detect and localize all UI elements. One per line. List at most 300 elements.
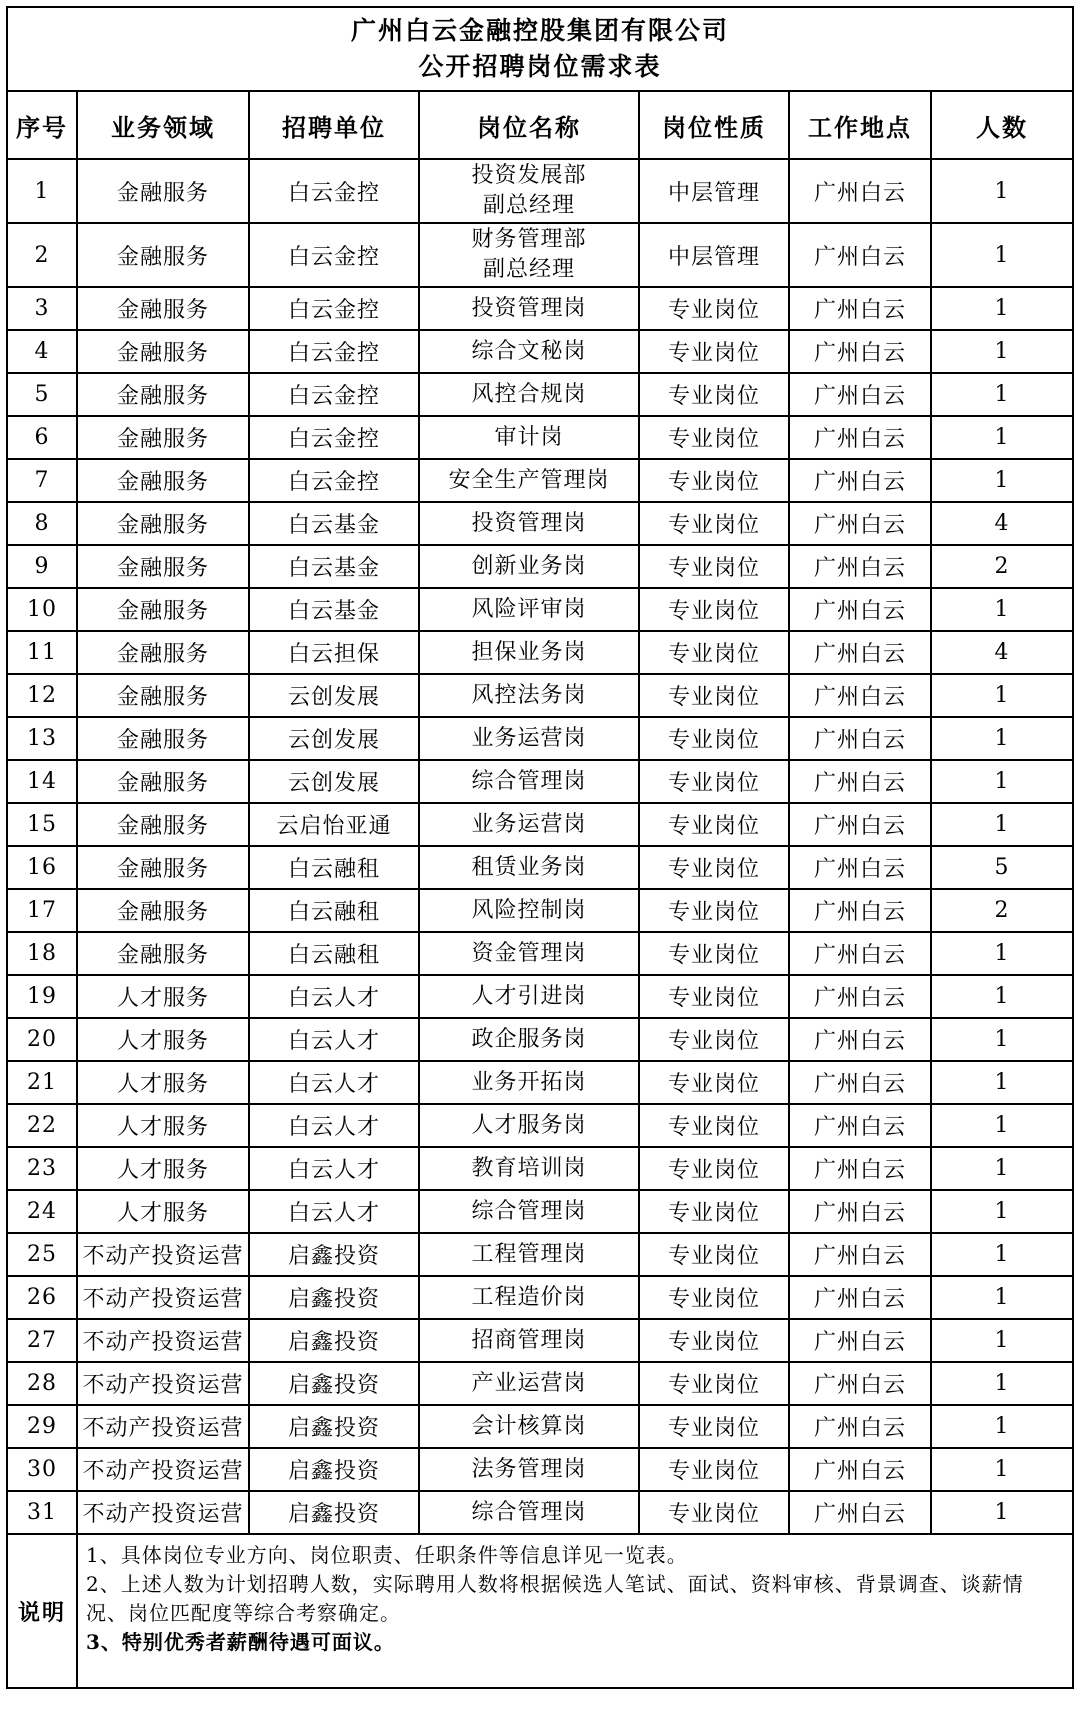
cell-unit: 白云担保 (249, 631, 419, 674)
notes-label: 说明 (7, 1534, 77, 1688)
cell-unit: 启鑫投资 (249, 1276, 419, 1319)
cell-position (419, 1448, 639, 1491)
cell-unit: 启鑫投资 (249, 1491, 419, 1534)
cell-position (419, 975, 639, 1018)
note-item: 2、上述人数为计划招聘人数，实际聘用人数将根据候选人笔试、面试、资料审核、背景调查、谈薪情况、岗位匹配度等综合考察确定。 (86, 1572, 1024, 1625)
cell-count: 1 (931, 588, 1073, 631)
cell-no: 5 (7, 373, 77, 416)
cell-count: 2 (931, 889, 1073, 932)
cell-count: 1 (931, 1405, 1073, 1448)
cell-location: 广州白云 (789, 287, 931, 330)
notes-content (77, 1534, 1073, 1688)
cell-position (419, 889, 639, 932)
table-title (7, 7, 1073, 91)
table-row (7, 1276, 1073, 1319)
cell-field: 不动产投资运营 (77, 1491, 249, 1534)
position-line: 风控合规岗 (471, 381, 587, 407)
table-row (7, 545, 1073, 588)
cell-position (419, 1104, 639, 1147)
cell-type: 专业岗位 (639, 416, 789, 459)
position-line: 法务管理岗 (471, 1456, 587, 1482)
cell-field: 不动产投资运营 (77, 1448, 249, 1491)
column-header-field: 业务领域 (77, 91, 249, 159)
cell-count: 1 (931, 717, 1073, 760)
cell-location: 广州白云 (789, 1018, 931, 1061)
cell-position (419, 1319, 639, 1362)
position-line: 副总经理 (482, 257, 575, 282)
cell-no: 18 (7, 932, 77, 975)
cell-count: 1 (931, 459, 1073, 502)
cell-location: 广州白云 (789, 1233, 931, 1276)
cell-type: 中层管理 (639, 159, 789, 223)
cell-type: 专业岗位 (639, 803, 789, 846)
cell-position (419, 1276, 639, 1319)
cell-position (419, 1233, 639, 1276)
cell-field: 人才服务 (77, 1061, 249, 1104)
cell-no: 27 (7, 1319, 77, 1362)
note-item: 3、特别优秀者薪酬待遇可面议。 (86, 1630, 395, 1654)
table-row (7, 502, 1073, 545)
cell-position (419, 159, 639, 223)
cell-count: 1 (931, 223, 1073, 287)
position-line: 工程管理岗 (471, 1241, 587, 1267)
cell-no: 22 (7, 1104, 77, 1147)
cell-no: 11 (7, 631, 77, 674)
table-row (7, 223, 1073, 287)
cell-field: 人才服务 (77, 975, 249, 1018)
cell-field: 金融服务 (77, 330, 249, 373)
cell-field: 金融服务 (77, 373, 249, 416)
table-row (7, 1405, 1073, 1448)
position-line: 综合文秘岗 (471, 338, 587, 364)
cell-count: 1 (931, 674, 1073, 717)
cell-type: 专业岗位 (639, 1491, 789, 1534)
cell-field: 金融服务 (77, 287, 249, 330)
cell-position (419, 631, 639, 674)
cell-type: 专业岗位 (639, 330, 789, 373)
cell-count: 1 (931, 1190, 1073, 1233)
cell-type: 专业岗位 (639, 975, 789, 1018)
column-header-location: 工作地点 (789, 91, 931, 159)
cell-type: 专业岗位 (639, 502, 789, 545)
column-header-row (7, 91, 1073, 159)
cell-location: 广州白云 (789, 416, 931, 459)
cell-location: 广州白云 (789, 932, 931, 975)
cell-field: 人才服务 (77, 1018, 249, 1061)
position-line: 业务运营岗 (471, 811, 587, 837)
position-line: 综合管理岗 (471, 768, 587, 794)
cell-position (419, 330, 639, 373)
cell-count: 1 (931, 932, 1073, 975)
cell-no: 12 (7, 674, 77, 717)
column-header-type: 岗位性质 (639, 91, 789, 159)
table-row (7, 1018, 1073, 1061)
cell-position (419, 1491, 639, 1534)
cell-type: 专业岗位 (639, 1362, 789, 1405)
cell-unit: 启鑫投资 (249, 1362, 419, 1405)
cell-position (419, 674, 639, 717)
cell-position (419, 223, 639, 287)
table-row (7, 159, 1073, 223)
cell-field: 金融服务 (77, 459, 249, 502)
table-row (7, 1491, 1073, 1534)
position-line: 综合管理岗 (471, 1499, 587, 1525)
cell-count: 4 (931, 631, 1073, 674)
position-line: 风险控制岗 (471, 897, 587, 923)
cell-unit: 云创发展 (249, 760, 419, 803)
cell-count: 4 (931, 502, 1073, 545)
table-row (7, 803, 1073, 846)
cell-location: 广州白云 (789, 1448, 931, 1491)
cell-field: 不动产投资运营 (77, 1233, 249, 1276)
cell-unit: 白云人才 (249, 1190, 419, 1233)
cell-no: 1 (7, 159, 77, 223)
cell-unit: 白云金控 (249, 416, 419, 459)
cell-count: 1 (931, 1491, 1073, 1534)
recruitment-table (6, 6, 1074, 1689)
cell-type: 专业岗位 (639, 1104, 789, 1147)
position-line: 投资管理岗 (471, 295, 587, 321)
cell-count: 1 (931, 1362, 1073, 1405)
cell-unit: 云创发展 (249, 717, 419, 760)
cell-position (419, 545, 639, 588)
position-line: 人才引进岗 (471, 983, 587, 1009)
cell-unit: 启鑫投资 (249, 1405, 419, 1448)
cell-location: 广州白云 (789, 373, 931, 416)
cell-count: 1 (931, 159, 1073, 223)
cell-location: 广州白云 (789, 889, 931, 932)
cell-position (419, 717, 639, 760)
cell-field: 金融服务 (77, 846, 249, 889)
position-line: 教育培训岗 (471, 1155, 587, 1181)
cell-type: 中层管理 (639, 223, 789, 287)
cell-position (419, 373, 639, 416)
cell-field: 金融服务 (77, 416, 249, 459)
cell-position (419, 1147, 639, 1190)
cell-field: 金融服务 (77, 159, 249, 223)
cell-no: 9 (7, 545, 77, 588)
cell-position (419, 416, 639, 459)
cell-position (419, 760, 639, 803)
table-row (7, 717, 1073, 760)
cell-type: 专业岗位 (639, 373, 789, 416)
cell-position (419, 1190, 639, 1233)
cell-field: 金融服务 (77, 588, 249, 631)
cell-no: 17 (7, 889, 77, 932)
position-line: 招商管理岗 (471, 1327, 587, 1353)
cell-count: 1 (931, 803, 1073, 846)
cell-position (419, 1362, 639, 1405)
table-row (7, 1362, 1073, 1405)
cell-no: 26 (7, 1276, 77, 1319)
cell-unit: 白云人才 (249, 1104, 419, 1147)
table-row (7, 416, 1073, 459)
cell-field: 金融服务 (77, 803, 249, 846)
table-row (7, 330, 1073, 373)
cell-type: 专业岗位 (639, 846, 789, 889)
cell-no: 24 (7, 1190, 77, 1233)
cell-field: 金融服务 (77, 889, 249, 932)
cell-position (419, 1061, 639, 1104)
table-row (7, 373, 1073, 416)
cell-location: 广州白云 (789, 1491, 931, 1534)
title-subtitle: 公开招聘岗位需求表 (418, 52, 662, 81)
cell-no: 31 (7, 1491, 77, 1534)
table-row (7, 760, 1073, 803)
table-row (7, 588, 1073, 631)
table-row (7, 1319, 1073, 1362)
cell-position (419, 803, 639, 846)
cell-type: 专业岗位 (639, 1405, 789, 1448)
cell-location: 广州白云 (789, 1190, 931, 1233)
position-line: 工程造价岗 (471, 1284, 587, 1310)
cell-unit: 白云金控 (249, 287, 419, 330)
cell-no: 16 (7, 846, 77, 889)
cell-field: 不动产投资运营 (77, 1276, 249, 1319)
position-line: 安全生产管理岗 (448, 467, 610, 493)
cell-unit: 白云人才 (249, 1061, 419, 1104)
position-line: 财务管理部 (471, 227, 587, 252)
note-item: 1、具体岗位专业方向、岗位职责、任职条件等信息详见一览表。 (86, 1543, 688, 1567)
cell-unit: 白云金控 (249, 459, 419, 502)
cell-unit: 白云金控 (249, 223, 419, 287)
cell-unit: 启鑫投资 (249, 1233, 419, 1276)
cell-no: 19 (7, 975, 77, 1018)
cell-unit: 启鑫投资 (249, 1448, 419, 1491)
cell-type: 专业岗位 (639, 760, 789, 803)
position-line: 风控法务岗 (471, 682, 587, 708)
cell-no: 8 (7, 502, 77, 545)
cell-field: 不动产投资运营 (77, 1405, 249, 1448)
column-header-no: 序号 (7, 91, 77, 159)
cell-location: 广州白云 (789, 545, 931, 588)
cell-count: 1 (931, 1061, 1073, 1104)
column-header-position: 岗位名称 (419, 91, 639, 159)
cell-count: 1 (931, 1147, 1073, 1190)
cell-field: 金融服务 (77, 502, 249, 545)
cell-no: 23 (7, 1147, 77, 1190)
table-row (7, 674, 1073, 717)
cell-no: 20 (7, 1018, 77, 1061)
cell-location: 广州白云 (789, 330, 931, 373)
cell-no: 13 (7, 717, 77, 760)
cell-location: 广州白云 (789, 502, 931, 545)
cell-count: 1 (931, 330, 1073, 373)
cell-type: 专业岗位 (639, 674, 789, 717)
cell-position (419, 846, 639, 889)
table-row (7, 459, 1073, 502)
cell-type: 专业岗位 (639, 1147, 789, 1190)
cell-count: 1 (931, 1448, 1073, 1491)
cell-count: 1 (931, 760, 1073, 803)
cell-position (419, 588, 639, 631)
cell-position (419, 459, 639, 502)
cell-type: 专业岗位 (639, 1276, 789, 1319)
cell-unit: 白云基金 (249, 545, 419, 588)
cell-count: 2 (931, 545, 1073, 588)
table-row (7, 889, 1073, 932)
position-line: 会计核算岗 (471, 1413, 587, 1439)
cell-location: 广州白云 (789, 1061, 931, 1104)
cell-type: 专业岗位 (639, 1233, 789, 1276)
table-row (7, 932, 1073, 975)
position-line: 业务运营岗 (471, 725, 587, 751)
cell-unit: 启鑫投资 (249, 1319, 419, 1362)
cell-no: 2 (7, 223, 77, 287)
cell-location: 广州白云 (789, 1104, 931, 1147)
cell-type: 专业岗位 (639, 588, 789, 631)
position-line: 产业运营岗 (471, 1370, 587, 1396)
cell-count: 1 (931, 1233, 1073, 1276)
position-line: 审计岗 (494, 424, 564, 450)
position-line: 政企服务岗 (471, 1026, 587, 1052)
cell-unit: 白云融租 (249, 889, 419, 932)
cell-location: 广州白云 (789, 159, 931, 223)
cell-no: 29 (7, 1405, 77, 1448)
cell-location: 广州白云 (789, 846, 931, 889)
position-line: 租赁业务岗 (471, 854, 587, 880)
table-row (7, 846, 1073, 889)
cell-unit: 云启怡亚通 (249, 803, 419, 846)
cell-field: 金融服务 (77, 674, 249, 717)
cell-unit: 白云金控 (249, 159, 419, 223)
notes-row (7, 1534, 1073, 1688)
cell-no: 3 (7, 287, 77, 330)
cell-type: 专业岗位 (639, 287, 789, 330)
cell-no: 4 (7, 330, 77, 373)
cell-no: 7 (7, 459, 77, 502)
cell-count: 1 (931, 1276, 1073, 1319)
cell-type: 专业岗位 (639, 1190, 789, 1233)
cell-count: 5 (931, 846, 1073, 889)
table-row (7, 1104, 1073, 1147)
position-line: 人才服务岗 (471, 1112, 587, 1138)
cell-field: 金融服务 (77, 545, 249, 588)
cell-type: 专业岗位 (639, 1448, 789, 1491)
cell-location: 广州白云 (789, 803, 931, 846)
cell-field: 金融服务 (77, 223, 249, 287)
position-line: 业务开拓岗 (471, 1069, 587, 1095)
cell-count: 1 (931, 1018, 1073, 1061)
cell-count: 1 (931, 287, 1073, 330)
cell-unit: 白云融租 (249, 846, 419, 889)
cell-type: 专业岗位 (639, 1018, 789, 1061)
cell-position (419, 287, 639, 330)
cell-position (419, 502, 639, 545)
column-header-count: 人数 (931, 91, 1073, 159)
cell-location: 广州白云 (789, 1319, 931, 1362)
cell-type: 专业岗位 (639, 889, 789, 932)
cell-location: 广州白云 (789, 588, 931, 631)
cell-position (419, 1018, 639, 1061)
cell-unit: 白云人才 (249, 975, 419, 1018)
cell-location: 广州白云 (789, 1147, 931, 1190)
cell-type: 专业岗位 (639, 717, 789, 760)
position-line: 投资发展部 (471, 163, 587, 188)
cell-no: 25 (7, 1233, 77, 1276)
cell-type: 专业岗位 (639, 459, 789, 502)
position-line: 创新业务岗 (471, 553, 587, 579)
cell-position (419, 932, 639, 975)
cell-field: 金融服务 (77, 717, 249, 760)
cell-no: 28 (7, 1362, 77, 1405)
cell-position (419, 1405, 639, 1448)
recruitment-sheet (6, 6, 1072, 1708)
cell-location: 广州白云 (789, 1362, 931, 1405)
table-row (7, 1233, 1073, 1276)
cell-no: 14 (7, 760, 77, 803)
cell-field: 不动产投资运营 (77, 1319, 249, 1362)
cell-type: 专业岗位 (639, 631, 789, 674)
cell-field: 不动产投资运营 (77, 1362, 249, 1405)
cell-location: 广州白云 (789, 1276, 931, 1319)
cell-no: 10 (7, 588, 77, 631)
cell-unit: 白云金控 (249, 330, 419, 373)
cell-count: 1 (931, 975, 1073, 1018)
cell-location: 广州白云 (789, 459, 931, 502)
cell-field: 金融服务 (77, 631, 249, 674)
table-row (7, 975, 1073, 1018)
cell-no: 15 (7, 803, 77, 846)
cell-unit: 白云基金 (249, 588, 419, 631)
cell-unit: 白云人才 (249, 1147, 419, 1190)
cell-type: 专业岗位 (639, 1061, 789, 1104)
cell-location: 广州白云 (789, 975, 931, 1018)
cell-unit: 白云金控 (249, 373, 419, 416)
cell-count: 1 (931, 1319, 1073, 1362)
position-line: 综合管理岗 (471, 1198, 587, 1224)
cell-location: 广州白云 (789, 760, 931, 803)
table-row (7, 1190, 1073, 1233)
cell-type: 专业岗位 (639, 1319, 789, 1362)
table-row (7, 1147, 1073, 1190)
cell-field: 金融服务 (77, 932, 249, 975)
cell-location: 广州白云 (789, 717, 931, 760)
cell-field: 人才服务 (77, 1104, 249, 1147)
cell-unit: 云创发展 (249, 674, 419, 717)
position-line: 副总经理 (482, 193, 575, 218)
position-line: 资金管理岗 (471, 940, 587, 966)
cell-no: 6 (7, 416, 77, 459)
title-company: 广州白云金融控股集团有限公司 (351, 16, 730, 45)
cell-no: 30 (7, 1448, 77, 1491)
cell-unit: 白云融租 (249, 932, 419, 975)
cell-type: 专业岗位 (639, 545, 789, 588)
cell-unit: 白云人才 (249, 1018, 419, 1061)
cell-count: 1 (931, 1104, 1073, 1147)
cell-type: 专业岗位 (639, 932, 789, 975)
cell-count: 1 (931, 416, 1073, 459)
cell-location: 广州白云 (789, 1405, 931, 1448)
cell-location: 广州白云 (789, 674, 931, 717)
cell-count: 1 (931, 373, 1073, 416)
column-header-unit: 招聘单位 (249, 91, 419, 159)
cell-location: 广州白云 (789, 631, 931, 674)
table-row (7, 287, 1073, 330)
cell-location: 广州白云 (789, 223, 931, 287)
cell-field: 人才服务 (77, 1190, 249, 1233)
position-line: 风险评审岗 (471, 596, 587, 622)
cell-unit: 白云基金 (249, 502, 419, 545)
cell-no: 21 (7, 1061, 77, 1104)
table-row (7, 1061, 1073, 1104)
cell-field: 金融服务 (77, 760, 249, 803)
position-line: 投资管理岗 (471, 510, 587, 536)
table-row (7, 1448, 1073, 1491)
table-row (7, 631, 1073, 674)
cell-field: 人才服务 (77, 1147, 249, 1190)
position-line: 担保业务岗 (471, 639, 587, 665)
